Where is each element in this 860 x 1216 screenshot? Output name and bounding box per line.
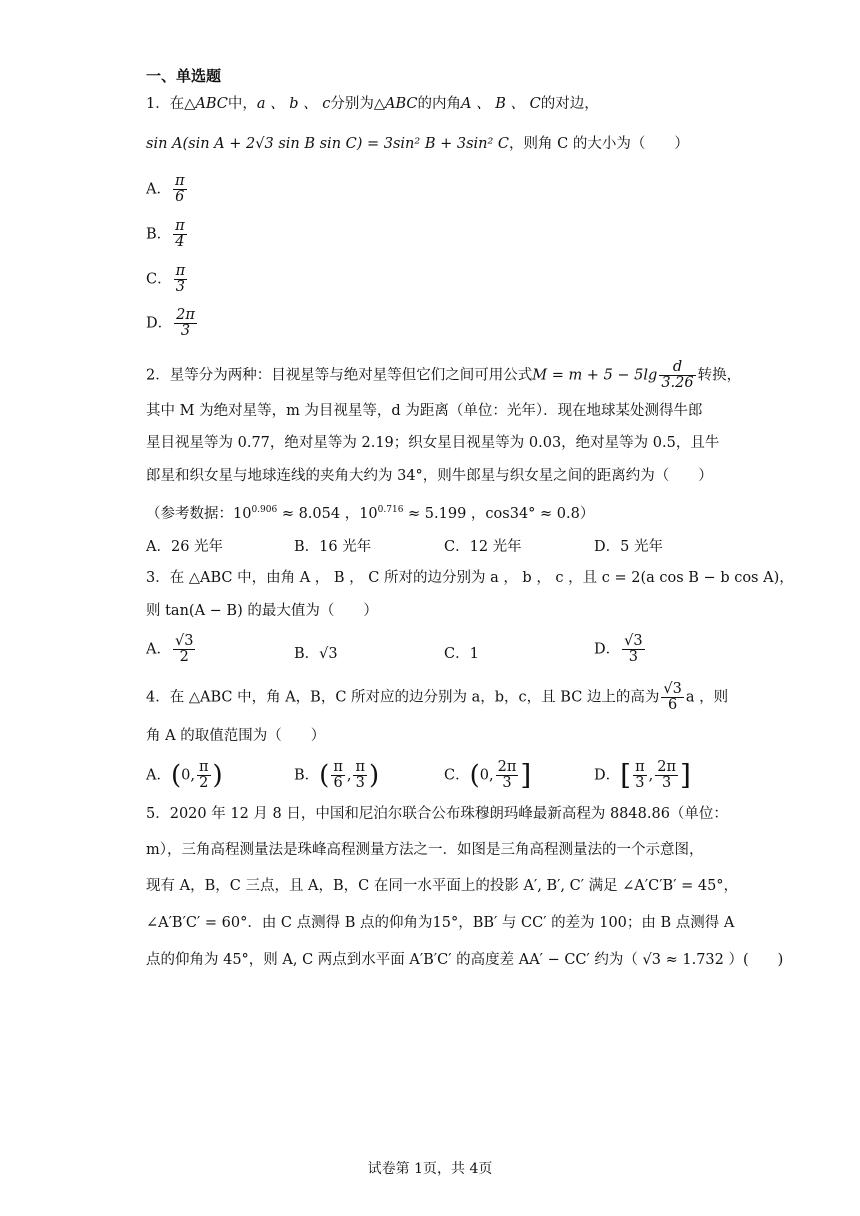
q3-option-b[interactable]: B．√3 xyxy=(294,646,338,662)
q2-line1: 2．星等分为两种：目视星等与绝对星等但它们之间可用公式M = m + 5 − 5lg $\frac{d}{3.26}$ 转换， xyxy=(146,359,742,391)
q5-line3: 现有 A，B，C 三点，且 A，B，C 在同一水平面上的投影 A′, B′, C′ 满足 ∠A′C′B′ = 45°， xyxy=(146,878,739,894)
q3-option-a[interactable]: A． $\frac{√3}{2}$ xyxy=(146,633,194,665)
q2-option-a[interactable]: A．26 光年 xyxy=(146,539,224,555)
q5-line2: m），三角高程测量法是珠峰高程测量方法之一．如图是三角高程测量法的一个示意图， xyxy=(146,842,704,858)
q1-option-d[interactable]: D． $\frac{2\pi}{3}$ xyxy=(146,307,195,339)
q2-option-c[interactable]: C．12 光年 xyxy=(444,539,522,555)
q2-line2: 其中 M 为绝对星等，m 为目视星等，d 为距离（单位：光年）．现在地球某处测得牛郎 xyxy=(146,403,703,419)
q5-line5: 点的仰角为 45°，则 A, C 两点到水平面 A′B′C′ 的高度差 AA′ − CC′ 约为（ √3 ≈ 1.732 ）( ) xyxy=(146,952,784,968)
q2-line4: 郎星和织女星与地球连线的夹角大约为 34°，则牛郎星与织女星之间的距离约为（ ） xyxy=(146,468,713,484)
q3-option-c[interactable]: C．1 xyxy=(444,646,479,662)
q3-option-d[interactable]: D． $\frac{√3}{3}$ xyxy=(594,633,643,665)
q2-line3: 星目视星等为 0.77，绝对星等为 2.19；织女星目视星等为 0.03，绝对星等为 0.5，且牛 xyxy=(146,435,720,451)
q3-line1: 3．在 △ABC 中，由角 A ， B ， C 所对的边分别为 a ， b ， c ，且 c = 2(a cos B − b cos A)， xyxy=(146,570,794,586)
q2-option-b[interactable]: B．16 光年 xyxy=(294,539,372,555)
q2-distance-fraction: $\frac{d}{3.26}$ xyxy=(661,359,694,391)
q5-line1: 5．2020 年 12 月 8 日，中国和尼泊尔联合公布珠穆朗玛峰最新高程为 8848.86（单位： xyxy=(146,806,728,822)
q1-option-c[interactable]: C． $\frac{\pi}{3}$ xyxy=(146,263,186,295)
q1-option-a[interactable]: A． $\frac{\pi}{6}$ xyxy=(146,173,185,205)
q4-option-c[interactable]: C．(0, $\frac{2\pi}{3}$ ] xyxy=(444,758,532,792)
q2-option-d[interactable]: D．5 光年 xyxy=(594,539,663,555)
q1-formula: sin A(sin A + 2√3 sin B sin C) = 3sin² B + 3sin² C xyxy=(146,136,510,152)
q2-reference-data: （参考数据：$10^{0.906} \approx 8.054$ ，$10^{0.716} \approx 5.199$ ，cos34° ≈ 0.8） xyxy=(146,505,595,522)
q5-line4: ∠A′B′C′ = 60°．由 C 点测得 B 点的仰角为15°，BB′ 与 CC′ 的差为 100；由 B 点测得 A xyxy=(146,915,735,931)
section-title: 一、单选题 xyxy=(146,67,222,85)
q1-line2: sin A(sin A + 2√3 sin B sin C) = 3sin² B + 3sin² C，则角 C 的大小为（ ） xyxy=(146,136,689,152)
q4-line1: 4．在 △ABC 中，角 A，B，C 所对应的边分别为 a，b，c，且 BC 边上的高为 $\frac{√3}{6}$ a ，则 xyxy=(146,681,729,713)
q4-height-fraction: $\frac{√3}{6}$ xyxy=(663,681,682,713)
q3-line2: 则 tan(A − B) 的最大值为（ ） xyxy=(146,603,378,619)
q4-option-a[interactable]: A．(0, $\frac{\pi}{2}$ ) xyxy=(146,759,223,791)
q4-option-b[interactable]: B．( $\frac{\pi}{6}$ , $\frac{\pi}{3}$ ) xyxy=(294,759,380,791)
q4-line2: 角 A 的取值范围为（ ） xyxy=(146,728,326,744)
q4-option-d[interactable]: D．[ $\frac{\pi}{3}$ , $\frac{2\pi}{3}$ ] xyxy=(594,758,691,792)
q1-option-b[interactable]: B． $\frac{\pi}{4}$ xyxy=(146,218,185,250)
page-footer: 试卷第 1页，共 4页 xyxy=(367,1161,493,1177)
q1-line1: 1．在△ABC中，a 、 b 、 c分别为△ABC的内角A 、 B 、 C的对边， xyxy=(146,96,599,112)
